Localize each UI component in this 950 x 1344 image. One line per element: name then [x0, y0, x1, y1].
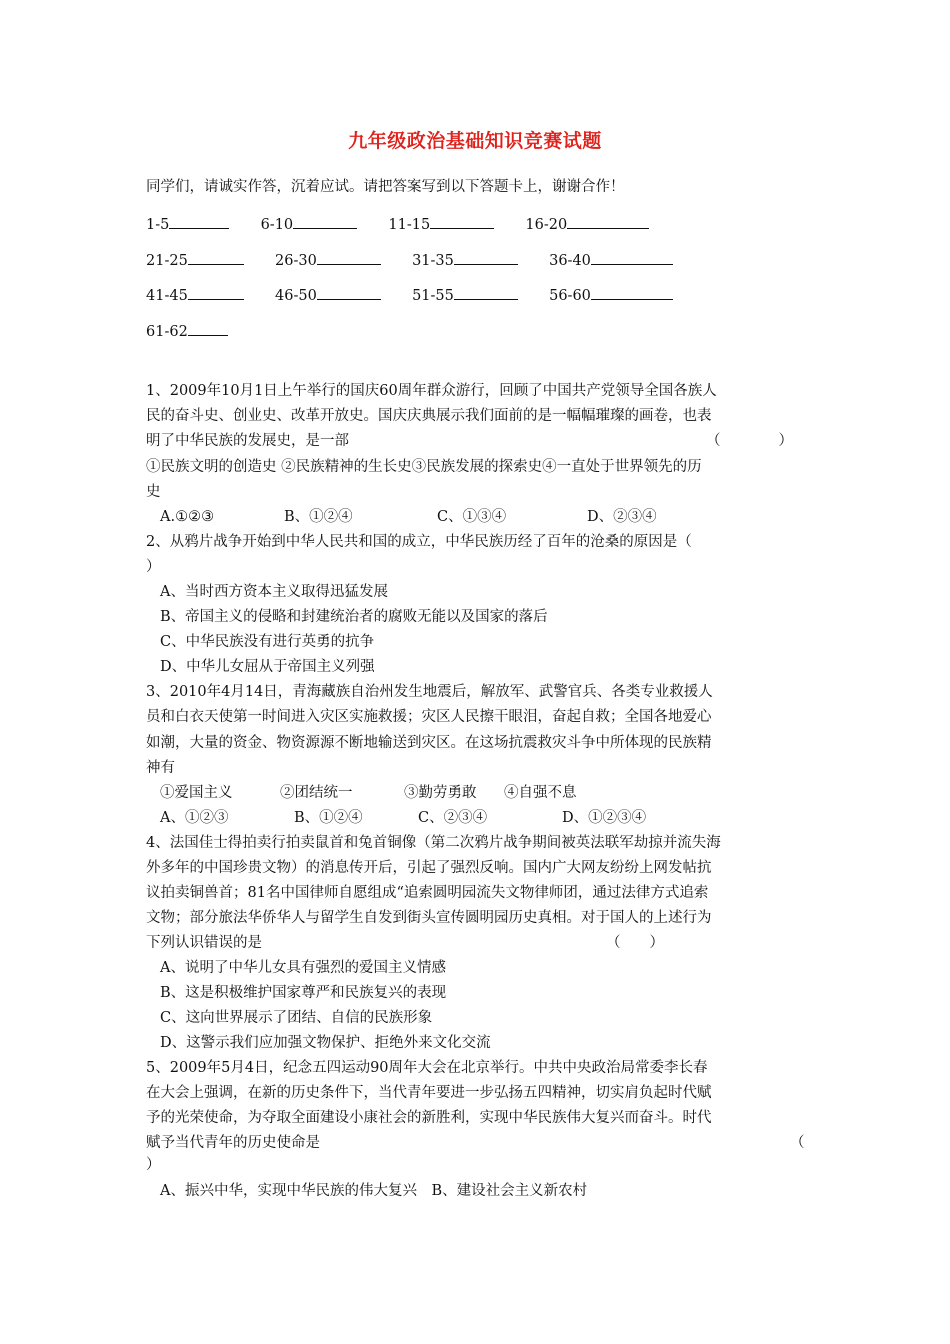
answer-blank[interactable] [188, 321, 228, 336]
answer-blank[interactable] [567, 214, 649, 229]
q5-answer-paren-close: ） [146, 1157, 161, 1173]
answer-label: 36-40 [549, 253, 591, 269]
q2-option-c: C、中华民族没有进行英勇的抗争 [160, 634, 375, 650]
q3-stem-line: 如潮，大量的资金、物资源源不断地输送到灾区。在这场抗震救灾斗争中所体现的民族精 [146, 735, 712, 751]
q4-option-d: D、这警示我们应加强文物保护、拒绝外来文化交流 [160, 1035, 491, 1051]
answer-label: 41-45 [146, 288, 188, 304]
answer-blank[interactable] [169, 214, 229, 229]
answer-label: 26-30 [275, 253, 317, 269]
option-b: B、①②④ [294, 810, 363, 826]
q4-stem-line: 议拍卖铜兽首；81名中国律师自愿组成“追索圆明园流失文物律师团，通过法律方式追索 [146, 885, 709, 901]
answer-label: 51-55 [412, 288, 454, 304]
q1-stem-line: 1、2009年10月1日上午举行的国庆60周年群众游行，回顾了中国共产党领导全国各族人 [146, 383, 717, 399]
answer-label: 61-62 [146, 324, 188, 340]
answer-row-2 [146, 250, 673, 271]
q5-answer-paren-open: （ [790, 1135, 805, 1151]
answer-blank[interactable] [293, 214, 357, 229]
answer-row-1 [146, 214, 649, 235]
q1-statements: 史 [146, 484, 161, 500]
q4-option-c: C、这向世界展示了团结、自信的民族形象 [160, 1010, 433, 1026]
q4-answer-paren: （ ） [606, 935, 664, 951]
answer-label: 1-5 [146, 217, 170, 233]
answer-blank[interactable] [430, 214, 494, 229]
statement-4: ④自强不息 [504, 785, 577, 801]
q2-stem-line: ） [146, 559, 161, 575]
answer-label: 16-20 [525, 217, 568, 233]
answer-blank[interactable] [454, 285, 518, 300]
q3-statements [160, 783, 577, 803]
page-title: 九年级政治基础知识竞赛试题 [348, 130, 602, 152]
answer-blank[interactable] [317, 250, 381, 265]
q2-option-a: A、当时西方资本主义取得迅猛发展 [160, 584, 388, 600]
statement-3: ③勤劳勇敢 [404, 785, 477, 801]
q5-stem-line: 5、2009年5月4日，纪念五四运动90周年大会在北京举行。中共中央政治局常委李长春 [146, 1060, 708, 1076]
answer-label: 46-50 [275, 288, 317, 304]
answer-blank[interactable] [591, 285, 673, 300]
q4-stem-line: 下列认识错误的是 [146, 935, 262, 951]
option-c: C、②③④ [418, 810, 488, 826]
answer-label: 6-10 [260, 217, 294, 233]
q3-stem-line: 员和白衣天使第一时间进入灾区实施救援；灾区人民擦干眼泪，奋起自救；全国各地爱心 [146, 709, 712, 725]
q1-stem-line: 民的奋斗史、创业史、改革开放史。国庆庆典展示我们面前的是一幅幅璀璨的画卷，也表 [146, 408, 712, 424]
answer-blank[interactable] [317, 285, 381, 300]
answer-label: 11-15 [388, 217, 431, 233]
answer-label: 31-35 [412, 253, 454, 269]
option-b: B、①②④ [284, 509, 353, 525]
q5-stem-line: 赋予当代青年的历史使命是 [146, 1135, 320, 1151]
answer-blank[interactable] [188, 285, 244, 300]
q4-stem-line: 外多年的中国珍贵文物）的消息传开后，引起了强烈反响。国内广大网友纷纷上网发帖抗 [146, 860, 712, 876]
q5-options-ab: A、振兴中华，实现中华民族的伟大复兴 B、建设社会主义新农村 [160, 1183, 588, 1199]
option-d: D、②③④ [587, 509, 657, 525]
statement-1: ①爱国主义 [160, 785, 233, 801]
q5-stem-line: 在大会上强调，在新的历史条件下，当代青年要进一步弘扬五四精神，切实肩负起时代赋 [146, 1085, 712, 1101]
answer-row-3 [146, 285, 673, 306]
q1-stem-line: 明了中华民族的发展史，是一部 [146, 433, 349, 449]
statement-2: ②团结统一 [280, 785, 353, 801]
option-a: A、①②③ [160, 810, 229, 826]
q4-stem-line: 4、法国佳士得拍卖行拍卖鼠首和兔首铜像（第二次鸦片战争期间被英法联军劫掠并流失海 [146, 835, 721, 851]
q2-stem-line: 2、从鸦片战争开始到中华人民共和国的成立，中华民族历经了百年的沧桑的原因是（ [146, 534, 692, 550]
q3-stem-line: 3、2010年4月14日，青海藏族自治州发生地震后，解放军、武警官兵、各类专业救援人 [146, 684, 713, 700]
q1-options [160, 507, 657, 527]
q4-option-a: A、说明了中华儿女具有强烈的爱国主义情感 [160, 960, 446, 976]
q5-stem-line: 予的光荣使命，为夺取全面建设小康社会的新胜利，实现中华民族伟大复兴而奋斗。时代 [146, 1110, 712, 1126]
answer-row-4 [146, 321, 228, 342]
q2-option-b: B、帝国主义的侵略和封建统治者的腐败无能以及国家的落后 [160, 609, 548, 625]
option-a: A.①②③ [160, 509, 215, 525]
q4-option-b: B、这是积极维护国家尊严和民族复兴的表现 [160, 985, 447, 1001]
option-d: D、①②③④ [562, 810, 647, 826]
q3-options [160, 808, 646, 828]
q1-statements: ①民族文明的创造史 ②民族精神的生长史③民族发展的探索史④一直处于世界领先的历 [146, 459, 702, 475]
option-c: C、①③④ [437, 509, 507, 525]
answer-blank[interactable] [188, 250, 244, 265]
q4-stem-line: 文物；部分旅法华侨华人与留学生自发到街头宣传圆明园历史真相。对于国人的上述行为 [146, 910, 712, 926]
q2-option-d: D、中华儿女屈从于帝国主义列强 [160, 659, 375, 675]
intro-text: 同学们，请诚实作答，沉着应试。请把答案写到以下答题卡上，谢谢合作！ [146, 179, 625, 195]
answer-blank[interactable] [591, 250, 673, 265]
answer-label: 56-60 [549, 288, 591, 304]
q3-stem-line: 神有 [146, 760, 175, 776]
answer-label: 21-25 [146, 253, 188, 269]
answer-blank[interactable] [454, 250, 518, 265]
q1-answer-paren: （ ） [706, 433, 793, 449]
